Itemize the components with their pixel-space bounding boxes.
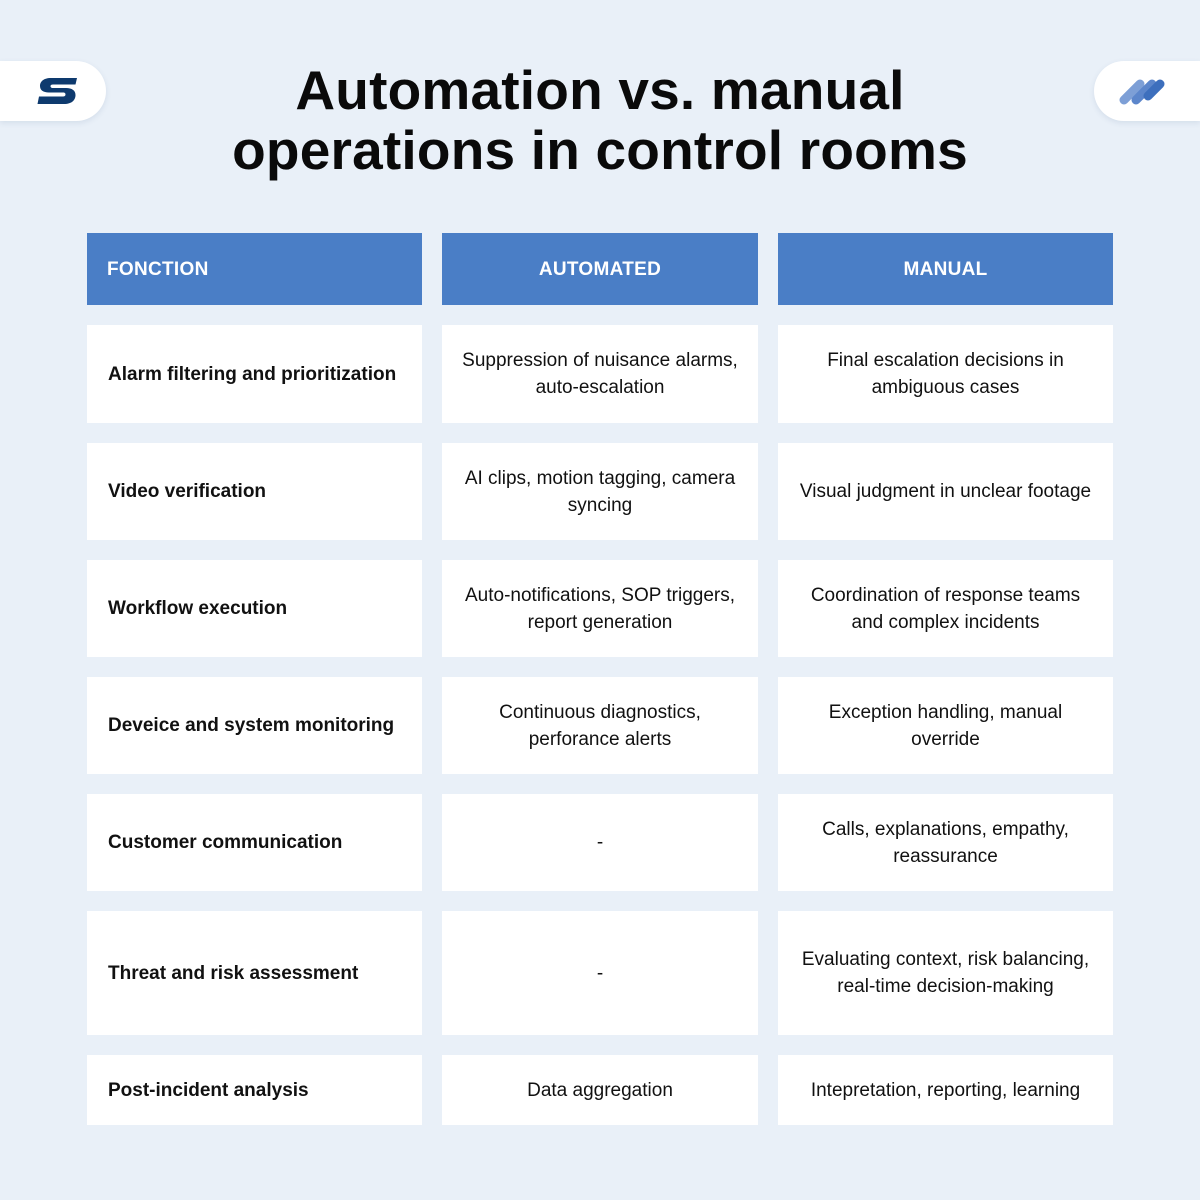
automated-cell: Auto-notifications, SOP triggers, report generation: [442, 560, 758, 657]
manual-cell: Evaluating context, risk balancing, real-time decision-making: [778, 911, 1113, 1035]
manual-cell: Intepretation, reporting, learning: [778, 1055, 1113, 1125]
table-header-row: [87, 233, 1113, 305]
table-row: [87, 443, 1113, 540]
function-cell: Deveice and system monitoring: [87, 677, 422, 774]
function-cell: Customer communication: [87, 794, 422, 891]
header-automated: AUTOMATED: [442, 233, 758, 305]
automated-cell: Continuous diagnostics, perforance alerts: [442, 677, 758, 774]
header-manual: MANUAL: [778, 233, 1113, 305]
page-title-line-2: operations in control rooms: [232, 119, 968, 181]
function-cell: Workflow execution: [87, 560, 422, 657]
automated-cell: AI clips, motion tagging, camera syncing: [442, 443, 758, 540]
manual-cell: Calls, explanations, empathy, reassurance: [778, 794, 1113, 891]
function-cell: Alarm filtering and prioritization: [87, 325, 422, 423]
manual-cell: Coordination of response teams and complex incidents: [778, 560, 1113, 657]
manual-cell: Exception handling, manual override: [778, 677, 1113, 774]
table-row: [87, 560, 1113, 657]
table-row: [87, 1055, 1113, 1125]
table-row: [87, 794, 1113, 891]
automated-cell: Suppression of nuisance alarms, auto-escalation: [442, 325, 758, 423]
table-row: [87, 325, 1113, 423]
function-cell: Threat and risk assessment: [87, 911, 422, 1035]
table-row: [87, 911, 1113, 1035]
comparison-table: [87, 233, 1113, 1125]
automated-cell: -: [442, 794, 758, 891]
page-title: [0, 60, 1200, 180]
automated-cell: Data aggregation: [442, 1055, 758, 1125]
table-row: [87, 677, 1113, 774]
function-cell: Post-incident analysis: [87, 1055, 422, 1125]
manual-cell: Visual judgment in unclear footage: [778, 443, 1113, 540]
header-function: FONCTION: [87, 233, 422, 305]
manual-cell: Final escalation decisions in ambiguous cases: [778, 325, 1113, 423]
automated-cell: -: [442, 911, 758, 1035]
page-title-line-1: Automation vs. manual: [295, 59, 905, 121]
function-cell: Video verification: [87, 443, 422, 540]
